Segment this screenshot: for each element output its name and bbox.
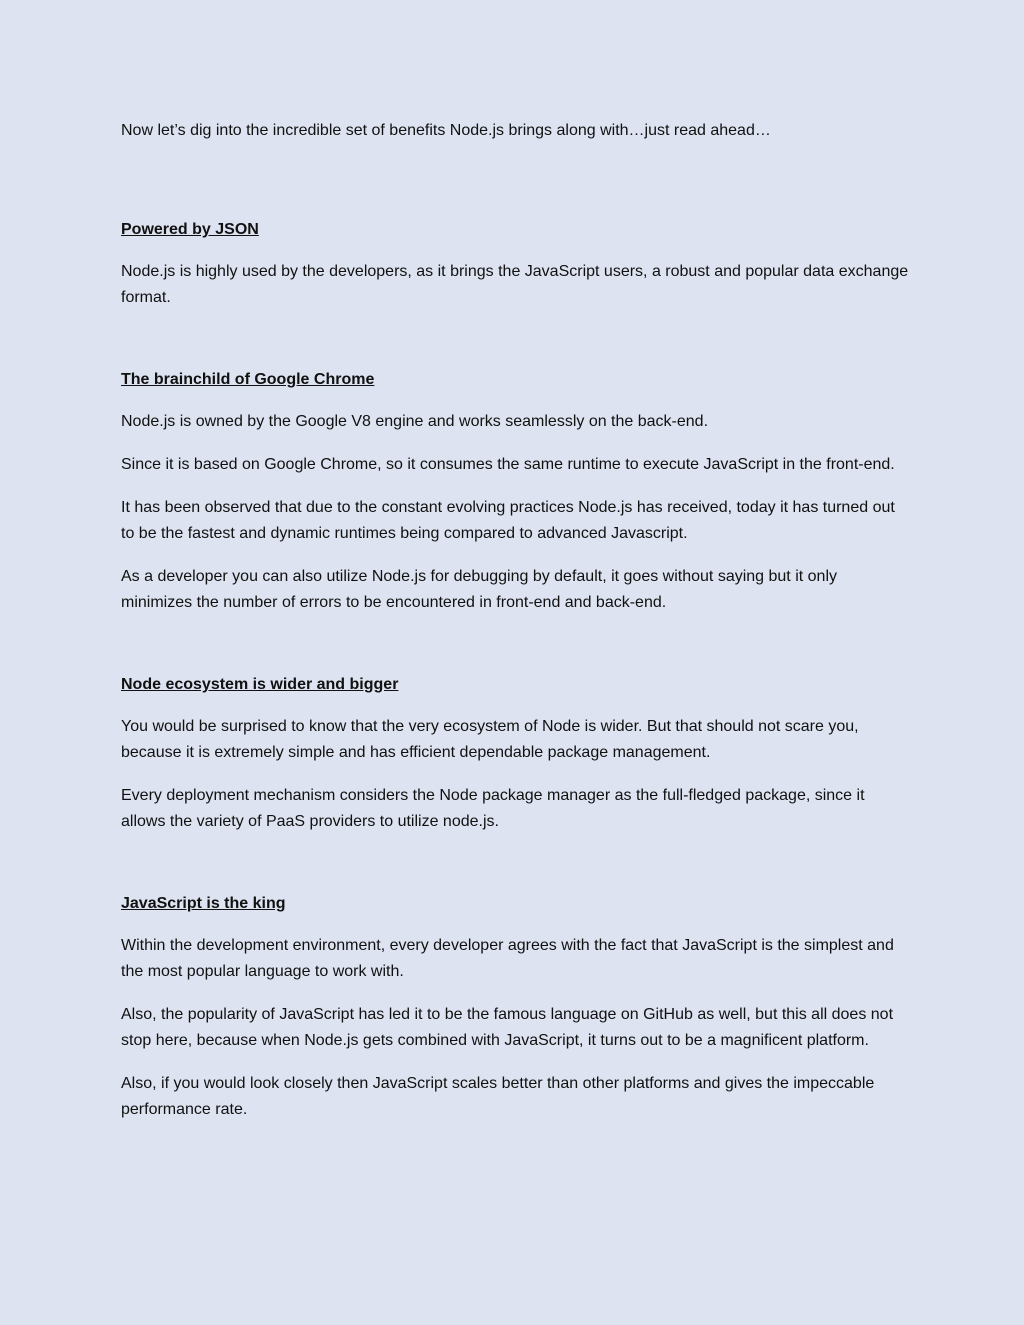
section-heading: Powered by JSON — [121, 221, 259, 238]
document-body — [121, 118, 911, 1123]
section-paragraph: Also, the popularity of JavaScript has led it to be the famous language on GitHub as well, but this all does not stop here, because when Node.js gets combined with JavaScript, it turns out to be a magnificent platform. — [121, 1006, 894, 1049]
section-heading: JavaScript is the king — [121, 895, 286, 912]
section-powered-by-json — [121, 217, 911, 311]
section-paragraph: Since it is based on Google Chrome, so it consumes the same runtime to execute JavaScript in the front-end. — [121, 456, 895, 473]
section-google-chrome — [121, 367, 911, 616]
section-paragraph: Also, if you would look closely then JavaScript scales better than other platforms and gives the impeccable performance rate. — [121, 1075, 875, 1118]
intro-paragraph: Now let’s dig into the incredible set of benefits Node.js brings along with…just read ahead… — [121, 122, 771, 139]
section-node-ecosystem — [121, 672, 911, 835]
section-paragraph: Every deployment mechanism considers the Node package manager as the full-fledged package, since it allows the variety of PaaS providers to utilize node.js. — [121, 787, 865, 830]
section-paragraph: You would be surprised to know that the very ecosystem of Node is wider. But that should not scare you, because it is extremely simple and has efficient dependable package management. — [121, 718, 859, 761]
section-paragraph: Node.js is highly used by the developers, as it brings the JavaScript users, a robust and popular data exchange format. — [121, 263, 909, 306]
section-javascript-king — [121, 891, 911, 1123]
section-paragraph: Within the development environment, every developer agrees with the fact that JavaScript is the simplest and the most popular language to work with. — [121, 937, 894, 980]
section-paragraph: As a developer you can also utilize Node.js for debugging by default, it goes without saying but it only minimizes the number of errors to be encountered in front-end and back-end. — [121, 568, 837, 611]
section-heading: Node ecosystem is wider and bigger — [121, 676, 399, 693]
section-heading: The brainchild of Google Chrome — [121, 371, 375, 388]
section-paragraph: Node.js is owned by the Google V8 engine and works seamlessly on the back-end. — [121, 413, 709, 430]
section-paragraph: It has been observed that due to the constant evolving practices Node.js has received, today it has turned out to be the fastest and dynamic runtimes being compared to advanced Javascript. — [121, 499, 895, 542]
